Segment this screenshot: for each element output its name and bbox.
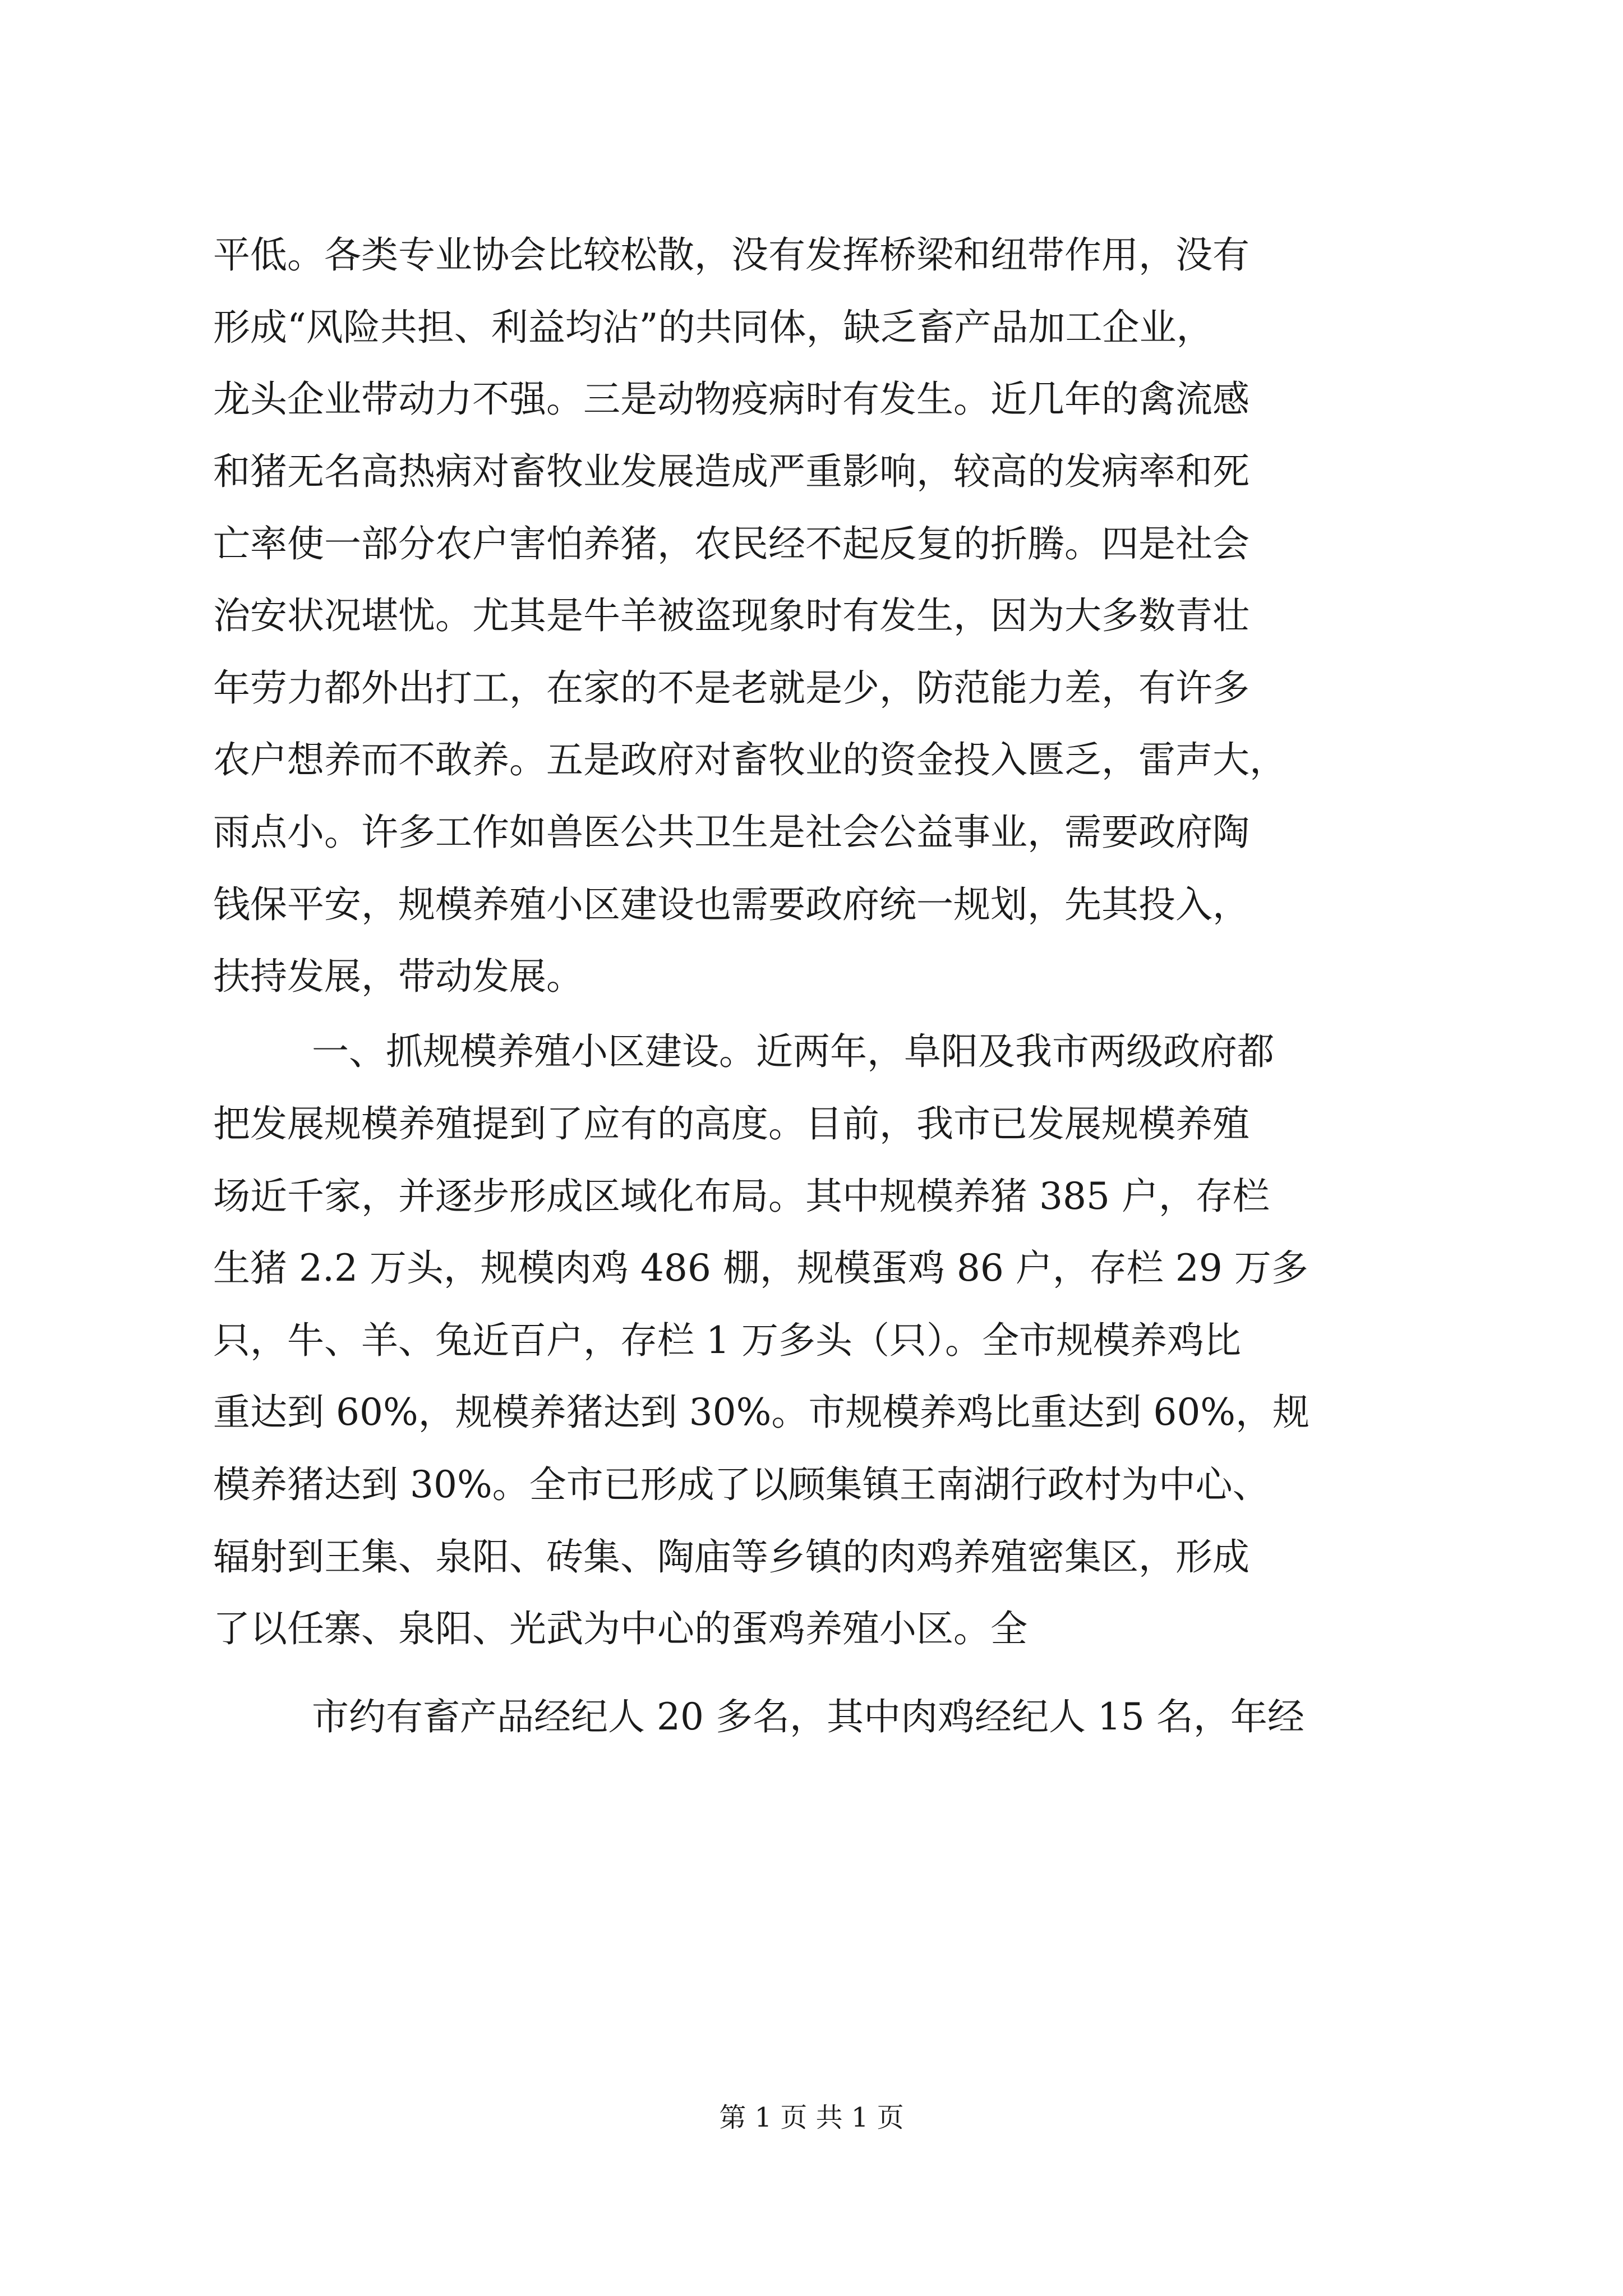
paragraph-1-line-11: 扶持发展，带动发展。 (213, 955, 583, 998)
paragraph-2-line-9: 了以任寨、泉阳、光武为中心的蛋鸡养殖小区。全 (213, 1607, 1027, 1650)
paragraph-2-line-5: 只，牛、羊、兔近百户，存栏 1 万多头（只）。全市规模养鸡比 (213, 1319, 1241, 1362)
paragraph-2-line-2: 把发展规模养殖提到了应有的高度。目前，我市已发展规模养殖 (213, 1102, 1249, 1145)
paragraph-2-line-7: 模养猪达到 30%。全市已形成了以顾集镇王南湖行政村为中心、 (213, 1463, 1270, 1506)
paragraph-1-line-9: 雨点小。许多工作如兽医公共卫生是社会公益事业，需要政府陶 (213, 811, 1249, 854)
paragraph-1-line-3: 龙头企业带动力不强。三是动物疫病时有发生。近几年的禽流感 (213, 378, 1249, 421)
paragraph-2-line-8: 辐射到王集、泉阳、砖集、陶庙等乡镇的肉鸡养殖密集区，形成 (213, 1535, 1249, 1579)
paragraph-2-line-6: 重达到 60%，规模养猪达到 30%。市规模养鸡比重达到 60%，规 (213, 1391, 1310, 1434)
paragraph-2-line-4: 生猪 2.2 万头，规模肉鸡 486 棚，规模蛋鸡 86 户，存栏 29 万多 (213, 1246, 1308, 1290)
paragraph-1-line-2: 形成“风险共担、利益均沾”的共同体，缺乏畜产品加工企业， (213, 306, 1214, 349)
page-number-footer: 第 1 页 共 1 页 (719, 2102, 904, 2133)
paragraph-1-line-6: 治安状况堪忧。尤其是牛羊被盗现象时有发生，因为大多数青壮 (213, 594, 1249, 637)
paragraph-1-line-7: 年劳力都外出打工，在家的不是老就是少，防范能力差，有许多 (213, 666, 1249, 710)
paragraph-1-line-1: 平低。各类专业协会比较松散，没有发挥桥梁和纽带作用，没有 (213, 233, 1249, 277)
paragraph-2-line-1: 一、抓规模养殖小区建设。近两年，阜阳及我市两级政府都 (312, 1030, 1274, 1073)
paragraph-2-line-3: 场近千家，并逐步形成区域化布局。其中规模养猪 385 户，存栏 (213, 1175, 1270, 1218)
paragraph-1-line-4: 和猪无名高热病对畜牧业发展造成严重影响，较高的发病率和死 (213, 450, 1249, 493)
paragraph-3-line-1: 市约有畜产品经纪人 20 多名，其中肉鸡经纪人 15 名，年经 (312, 1695, 1304, 1738)
paragraph-1-line-10: 钱保平安，规模养殖小区建设也需要政府统一规划，先其投入， (213, 883, 1249, 926)
paragraph-1-line-5: 亡率使一部分农户害怕养猪，农民经不起反复的折腾。四是社会 (213, 522, 1249, 565)
paragraph-1-line-8: 农户想养而不敢养。五是政府对畜牧业的资金投入匮乏，雷声大， (213, 738, 1287, 781)
